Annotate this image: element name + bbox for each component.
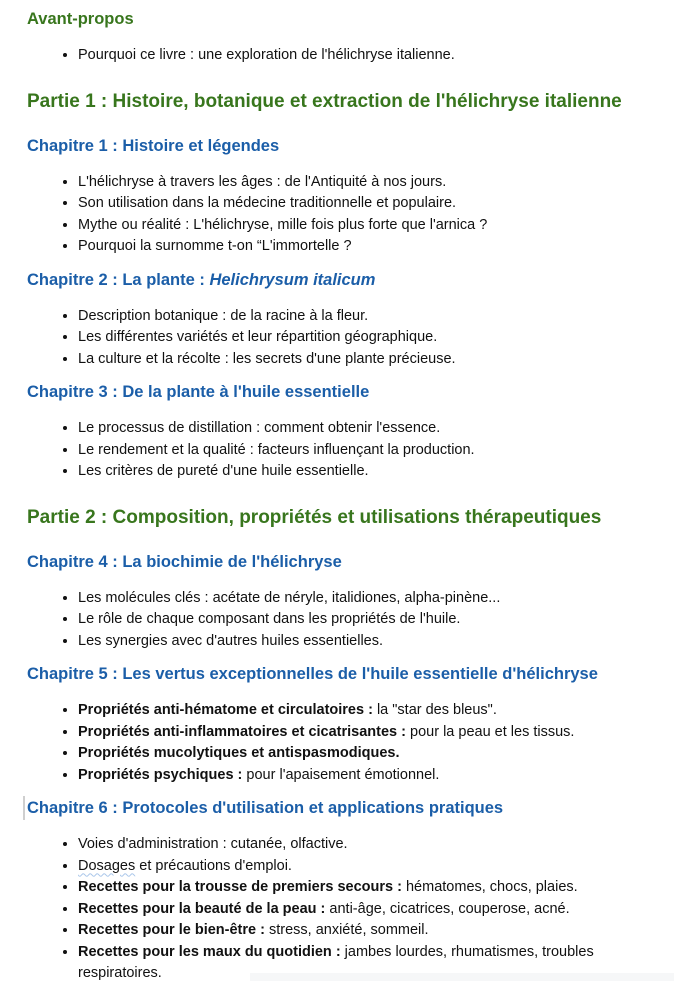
text-run: Voies d'administration : cutanée, olfactive. [78,836,348,852]
list-chapitre-2 [27,306,658,371]
text-run: Chapitre 6 : Protocoles d'utilisation et applications pratiques [27,799,504,817]
list-chapitre-5 [27,700,658,786]
text-run: Propriétés anti-hématome et circulatoires : [78,702,373,718]
text-run: Chapitre 1 : Histoire et légendes [27,136,280,155]
list-item[interactable] [78,45,658,67]
list-chapitre-3 [27,418,658,483]
list-item[interactable] [78,306,658,328]
list-item[interactable] [78,172,658,194]
heading-chapitre-6[interactable] [27,797,658,819]
list-item[interactable] [78,899,658,921]
list-chapitre-6 [27,834,658,985]
text-run: Les synergies avec d'autres huiles essentielles. [78,632,384,649]
text-run: Chapitre 2 : La plante : [27,270,210,289]
list-item[interactable] [78,722,658,744]
text-run: Pourquoi ce livre : une exploration de l'hélichryse italienne. [78,47,455,63]
list-item[interactable] [78,349,658,371]
text-run: Partie 1 : Histoire, botanique et extraction de l'hélichryse italienne [27,90,622,112]
heading-partie-1[interactable] [27,89,658,115]
text-run: Propriétés psychiques : [78,766,243,783]
text-run: Mythe ou réalité : L'hélichryse, mille fois plus forte que l'arnica ? [78,216,488,233]
text-cursor [23,796,25,820]
heading-chapitre-2[interactable] [27,269,658,291]
text-run: Les molécules clés : acétate de néryle, italidiones, alpha-pinène... [78,589,501,606]
text-run: Les différentes variétés et leur répartition géographique. [78,329,438,345]
list-item[interactable] [78,418,658,440]
heading-avant-propos[interactable] [27,8,658,30]
text-run: L'hélichryse à travers les âges : de l'Antiquité à nos jours. [78,173,447,190]
text-run: Propriétés mucolytiques et antispasmodiques. [78,745,400,761]
text-run: Le rendement et la qualité : facteurs influençant la production. [78,441,475,458]
list-item[interactable] [78,743,658,765]
text-run: Recettes pour le bien-être : [78,922,265,938]
text-run: la "star des bleus". [372,702,497,718]
heading-chapitre-1[interactable] [27,135,658,157]
text-run: Chapitre 5 : Les vertus exceptionnelles de l'huile essentielle d'hélichryse [27,665,598,683]
list-item[interactable] [78,215,658,237]
misspelled-word: Dosages [78,857,136,874]
list-avant-propos [27,45,658,67]
bottom-partial-element [250,973,674,981]
text-run: Les critères de pureté d'une huile essentielle. [78,463,369,479]
list-item[interactable] [78,193,658,215]
list-item[interactable] [78,700,658,722]
text-run: Le rôle de chaque composant dans les propriétés de l'huile. [78,611,461,627]
text-run: Propriétés anti-inflammatoires et cicatrisantes : [78,723,406,740]
heading-chapitre-4[interactable] [27,551,658,573]
text-run: Chapitre 4 : La biochimie de l'hélichryse [27,552,342,571]
text-run: pour l'apaisement émotionnel. [242,766,440,783]
list-item[interactable] [78,609,658,631]
text-run: Avant-propos [27,10,134,28]
list-item[interactable] [78,765,658,787]
text-run: Pourquoi la surnomme t-on “L'immortelle ? [78,238,352,254]
list-item[interactable] [78,327,658,349]
list-chapitre-4 [27,588,658,653]
list-chapitre-1 [27,172,658,258]
text-run: Recettes pour la trousse de premiers secours : [78,879,402,895]
heading-partie-2[interactable] [27,505,658,531]
text-run: anti-âge, cicatrices, couperose, acné. [325,900,570,917]
text-run: pour la peau et les tissus. [405,723,575,740]
list-item[interactable] [78,631,658,653]
list-item[interactable] [78,440,658,462]
text-run: Recettes pour la beauté de la peau : [78,900,326,917]
text-run: Chapitre 3 : De la plante à l'huile essentielle [27,383,370,401]
list-item[interactable] [78,588,658,610]
list-item[interactable] [78,834,658,856]
text-run: hématomes, chocs, plaies. [401,879,578,895]
text-run: Le processus de distillation : comment obtenir l'essence. [78,420,441,436]
heading-chapitre-5[interactable] [27,663,658,685]
text-run: jambes lourdes, rhumatismes, troubles respiratoires. [78,943,594,981]
text-run: Description botanique : de la racine à la fleur. [78,307,369,324]
text-run: Partie 2 : Composition, propriétés et utilisations thérapeutiques [27,506,602,528]
list-item[interactable] [78,877,658,899]
text-run: stress, anxiété, sommeil. [264,922,429,938]
list-item[interactable] [78,461,658,483]
list-item[interactable] [78,236,658,258]
text-run: Helichrysum italicum [209,270,376,289]
text-run: Son utilisation dans la médecine traditionnelle et populaire. [78,195,457,211]
heading-chapitre-3[interactable] [27,381,658,403]
text-run: Recettes pour les maux du quotidien : [78,943,341,960]
text-run: La culture et la récolte : les secrets d'une plante précieuse. [78,350,456,367]
list-item[interactable] [78,856,658,878]
text-run: et précautions d'emploi. [135,857,292,874]
list-item[interactable] [78,920,658,942]
